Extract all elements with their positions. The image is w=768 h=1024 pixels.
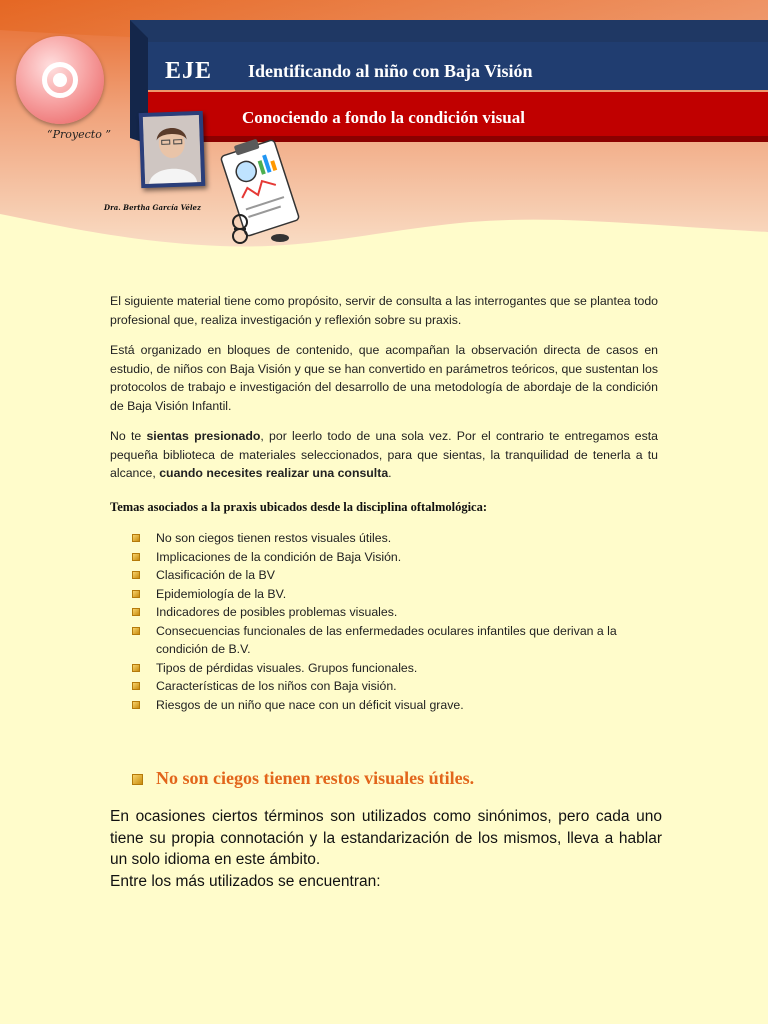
project-label: “Proyecto ” [47,128,111,141]
bullet-icon [132,553,140,561]
list-item: Características de los niños con Baja visión. [132,677,660,696]
list-item: Implicaciones de la condición de Baja Visión. [132,548,660,567]
bullet-icon [132,571,140,579]
paragraph-organization: Está organizado en bloques de contenido, que acompañan la observación directa de casos en estudio, de niños con Baja Visión y que se han convertido en parámetros teóricos, que sustentan los protocolos de trabajo e investigación del desarrollo de una metodología de abordaje de la condición de Baja Visión Infantil. [110,343,658,413]
paragraph-purpose: El siguiente material tiene como propósito, servir de consulta a las interrogantes que se plantea todo profesional que, realiza investigación y reflexión sobre su praxis. [110,294,658,327]
list-item: Tipos de pérdidas visuales. Grupos funcionales. [132,659,660,678]
list-item: Indicadores de posibles problemas visuales. [132,603,660,622]
page-subtitle: Conociendo a fondo la condición visual [242,108,525,127]
bullet-icon [132,627,140,635]
intro-paragraph: En ocasiones ciertos términos son utilizados como sinónimos, pero cada uno tiene su propia connotación y la estandarización de los mismos, lleva a hablar un solo idioma en este ámbito. [110,808,662,868]
bullet-icon [132,682,140,690]
bullet-icon [132,590,140,598]
author-photo [139,111,206,188]
clipboard-icon [218,132,302,244]
section-heading: No son ciegos tienen restos visuales útiles. [132,768,474,789]
list-item: No son ciegos tienen restos visuales útiles. [132,529,660,548]
bullet-icon [132,534,140,542]
page-title: Identificando al niño con Baja Visión [248,61,533,81]
list-item: Riesgos de un niño que nace con un déficit visual grave. [132,696,660,715]
body-content [110,292,658,495]
bullet-icon [132,774,143,785]
bullet-icon [132,664,140,672]
list-item: Consecuencias funcionales de las enfermedades oculares infantiles que derivan a la condición de B.V. [132,622,660,659]
bullet-icon [132,608,140,616]
author-name: Dra. Bertha García Vélez [104,203,201,212]
bullet-icon [132,701,140,709]
intro-lead: Entre los más utilizados se encuentran: [110,872,381,890]
list-item: Epidemiología de la BV. [132,585,660,604]
topics-list [132,529,660,714]
list-item: Clasificación de la BV [132,566,660,585]
project-logo [16,36,104,124]
eje-label: EJE [165,58,213,84]
section-intro [110,806,662,892]
paragraph-reassurance: No te sientas presionado, por leerlo todo de una sola vez. Por el contrario te entregamos esta pequeña biblioteca de materiales seleccionados, para que sientas, la tranquilidad de tenerla a tu alcance, cuando necesites realizar una consulta. [110,429,659,480]
topics-heading: Temas asociados a la praxis ubicados desde la disciplina oftalmológica: [110,500,488,514]
